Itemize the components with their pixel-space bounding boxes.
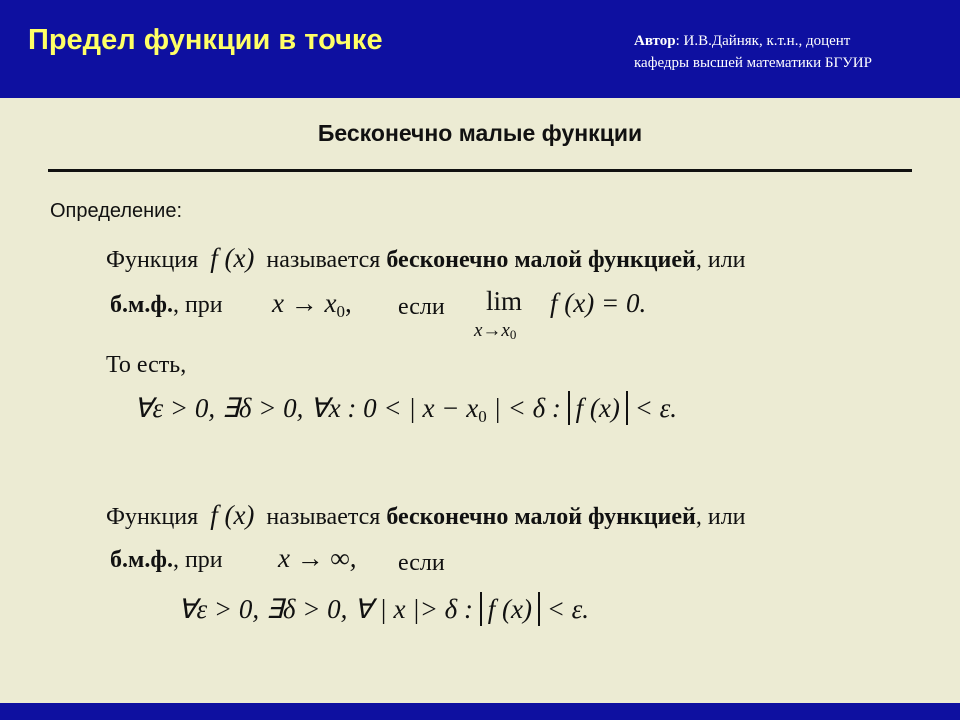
def1-called: называется xyxy=(266,247,381,273)
def1-lim-expr: f (x) = 0. xyxy=(550,288,647,318)
def1-word-function: Функция xyxy=(106,247,199,273)
def2-or: , или xyxy=(695,504,746,530)
def1-lim-word: lim xyxy=(486,286,523,316)
def2-cond-tail: < ε. xyxy=(546,594,590,624)
def1-arrow-comma: , xyxy=(344,288,352,318)
def2-word-function: Функция xyxy=(106,504,199,530)
author-name: : И.В.Дайняк, к.т.н., доцент xyxy=(675,33,851,49)
def2-fx: f (x) xyxy=(210,500,255,530)
def1-abbr: б.м.ф. xyxy=(110,292,173,318)
def2-arrow: x → ∞, xyxy=(278,543,357,573)
def2-condition xyxy=(178,592,589,626)
slide-title: Предел функции в точке xyxy=(28,24,383,56)
def1-arrow-expr: x → x xyxy=(272,288,337,318)
def2-line2 xyxy=(110,547,223,574)
def2-bold-term: бесконечно малой функцией xyxy=(386,504,696,530)
section-subtitle: Бесконечно малые функции xyxy=(317,120,643,146)
def2-line1 xyxy=(106,500,746,531)
def2-called: называется xyxy=(266,504,381,530)
footer-bar xyxy=(0,703,960,720)
def1-at: , при xyxy=(172,292,223,318)
author-info xyxy=(634,30,872,74)
def2-abs: f (x) xyxy=(480,592,540,626)
def1-cond-a: ∀ε > 0, ∃δ > 0, ∀x : 0 < | x − x xyxy=(134,393,479,423)
def1-bold-term: бесконечно малой функцией xyxy=(386,247,696,273)
definition-label: Определение: xyxy=(50,200,183,222)
author-line-2: кафедры высшей математики БГУИР xyxy=(634,55,872,71)
def1-arrow-sub: 0 xyxy=(336,302,345,321)
def1-abs: f (x) xyxy=(568,391,628,425)
def1-cond-b: | < δ : xyxy=(486,393,561,423)
def2-abbr: б.м.ф. xyxy=(110,547,173,573)
def1-lim-sub xyxy=(474,320,516,343)
def1-if: если xyxy=(398,294,445,320)
def1-lim-sub-expr: x→x xyxy=(474,320,510,341)
def1-or: , или xyxy=(695,247,746,273)
def2-at: , при xyxy=(172,547,223,573)
def1-line1 xyxy=(106,243,746,274)
def1-cond-sub: 0 xyxy=(478,407,487,426)
def1-line2 xyxy=(110,292,223,319)
def1-that-is: То есть, xyxy=(106,352,187,378)
def2-if: если xyxy=(398,550,445,576)
def1-lim-sub-index: 0 xyxy=(509,327,517,342)
author-line-1 xyxy=(634,30,872,52)
divider-line xyxy=(48,169,912,172)
header-bar xyxy=(0,0,960,98)
def1-condition xyxy=(134,391,677,427)
def2-cond: ∀ε > 0, ∃δ > 0, ∀ | x |> δ : xyxy=(178,594,473,624)
def1-cond-tail: < ε. xyxy=(634,393,677,423)
def1-fx: f (x) xyxy=(210,243,255,273)
author-label: Автор xyxy=(634,33,676,49)
def1-arrow xyxy=(272,288,352,322)
